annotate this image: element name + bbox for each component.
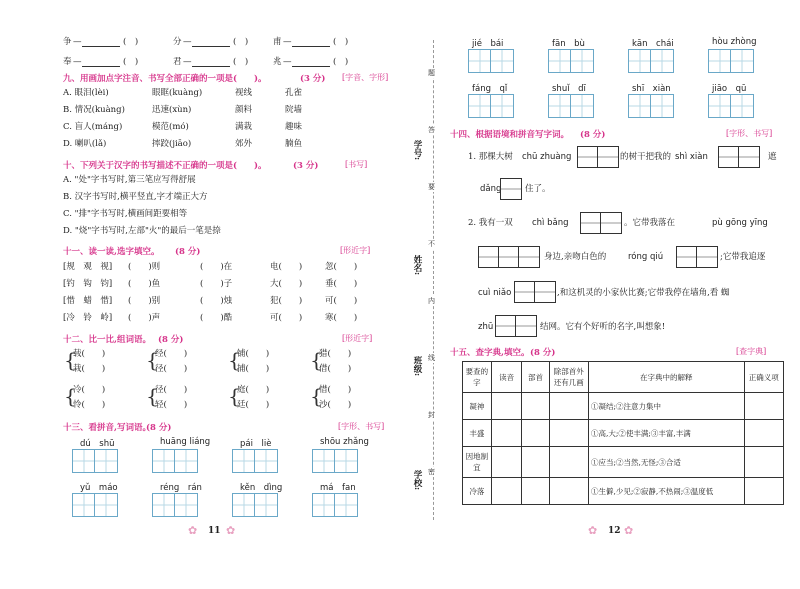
cut-line-char: 要 [428,183,435,191]
pinyin-prompt: pù gōng yīng [712,218,768,228]
answer-cell[interactable] [491,478,522,505]
lookup-word: 冷落 [463,478,492,505]
lookup-word: 丰盛 [463,420,492,447]
writing-cell [601,213,621,233]
q12-word: 铺( ) [237,349,270,359]
q11-tag: [形近字] [340,246,371,255]
char-prompt: 争 [63,37,72,47]
q14-tag: [字形、书写] [726,129,773,138]
writing-cell [479,247,499,267]
writing-grid[interactable] [312,449,358,473]
school-label: 学校: [412,470,422,491]
q11-blank-word: ( )在 [200,262,233,272]
q9-option-word: 院墙 [285,105,303,115]
writing-grid[interactable] [232,449,278,473]
writing-grid[interactable] [152,493,198,517]
column-header: 部首 [522,362,549,393]
q15-tag: [查字典] [736,347,767,356]
q11-blank-word: 电( ) [270,262,303,272]
pinyin-prompt: kān chái [632,39,674,49]
writing-cell [677,247,697,267]
q11-blank-word: 忽( ) [325,262,358,272]
q13-points: (8 分) [146,423,172,433]
q9-option-word: D. 喇叭(lǎ) [63,139,107,149]
writing-cell [519,247,539,267]
char-prompt: 奉 [63,57,72,67]
pinyin-prompt: chì bǎng [532,218,569,228]
writing-cell [255,494,277,516]
palm-icon: ✿ [188,524,198,537]
writing-cell [233,450,255,472]
q12-word: 惜( ) [319,385,352,395]
q10-option: B. 汉字书写时,横平竖直,字才端正大方 [63,192,208,202]
q11-options: [钓 钩 钧] [63,279,113,289]
sentence-text: 的树干把我的 [620,152,672,162]
writing-grid[interactable] [152,449,198,473]
answer-cell[interactable] [491,447,522,478]
brace: { [146,384,159,408]
answer-cell[interactable] [744,478,784,505]
pinyin-prompt: shuǐ dī [552,84,586,94]
writing-cell [515,282,535,302]
writing-cell [73,450,95,472]
writing-cell [469,50,491,72]
pinyin-prompt: chū zhuàng [522,152,572,162]
char-prompt: 兆 [273,57,282,67]
dictionary-meanings: ①凝结;②注意力集中 [588,393,744,420]
table-row [463,447,784,478]
dash: — [283,37,292,47]
writing-cell [233,494,255,516]
sentence-text: 2. 我有一双 [468,218,513,228]
answer-grid[interactable] [676,246,718,268]
q11-blank-word: 可( ) [270,313,303,323]
q12-word: 轻( ) [155,400,188,410]
answer-blank[interactable] [192,58,230,67]
q12-word: 栽( ) [73,364,106,374]
cut-line-char: 不 [428,240,435,248]
writing-grid[interactable] [628,49,674,73]
column-header: 要查的字 [463,362,492,393]
q11-options: [惜 蜡 惜] [63,296,113,306]
pinyin-prompt: réng rán [160,483,202,493]
q11-blank-word: ( )则 [128,262,161,272]
answer-grid[interactable] [580,212,622,234]
writing-cell [629,50,651,72]
answer-grid[interactable] [514,281,556,303]
char-prompt: 君 [173,57,182,67]
pinyin-prompt: má fan [320,483,356,493]
writing-cell [581,213,601,233]
writing-cell [709,50,731,72]
q9-points: (3 分) [300,74,326,84]
writing-cell [175,494,197,516]
writing-grid[interactable] [708,94,754,118]
cut-line-char: 封 [428,411,435,419]
q9-option-word: 眼眶(kuàng) [152,88,203,98]
q9-option-word: C. 盲人(máng) [63,122,123,132]
sentence-text: ;它带我追逐 [720,252,766,262]
writing-cell [335,494,357,516]
answer-cell[interactable] [549,420,588,447]
lookup-word: 因地制宜 [463,447,492,478]
writing-grid[interactable] [468,94,514,118]
writing-cell [731,50,753,72]
writing-cell [598,147,618,167]
dash: — [183,37,192,47]
table-row [463,478,784,505]
table-header-row [463,362,784,393]
q11-blank-word: ( )烛 [200,296,233,306]
answer-grid[interactable] [500,178,522,200]
sentence-text: 结网。它有个好听的名字,叫想象! [540,322,666,332]
answer-blank[interactable] [82,38,120,47]
writing-cell [153,450,175,472]
q12-word: 冷( ) [73,385,106,395]
q12-word: 庭( ) [237,385,270,395]
q12-word: 径( ) [155,364,188,374]
cut-line-char: 答 [428,126,435,134]
answer-cell[interactable] [549,447,588,478]
answer-grid[interactable] [718,146,760,168]
writing-cell [469,95,491,117]
writing-cell [651,50,673,72]
column-header: 读音 [491,362,522,393]
writing-cell [153,494,175,516]
palm-icon: ✿ [624,524,634,537]
q12-points: (8 分) [158,335,184,345]
pinyin-prompt: yǔ máo [80,483,118,493]
q9-option-word: 迅速(xùn) [152,105,192,115]
writing-cell [571,50,593,72]
q9-tag: [字音、字形] [342,73,389,82]
answer-cell[interactable] [744,393,784,420]
writing-cell [491,95,513,117]
q12-word: 经( ) [155,349,188,359]
palm-icon: ✿ [226,524,236,537]
writing-grid[interactable] [548,94,594,118]
q9-option-word: 郊外 [235,139,253,149]
q10-option: C. "排"字书写时,横画间距要相等 [63,209,188,219]
writing-cell [549,50,571,72]
writing-cell [255,450,277,472]
pinyin-prompt: cuì niǎo [478,288,512,298]
q9-option-word: B. 情况(kuàng) [63,105,125,115]
q9-option-word: 腩鱼 [285,139,303,149]
paren: ( ) [233,37,249,47]
writing-grid[interactable] [628,94,674,118]
q12-word: 廷( ) [237,400,270,410]
pinyin-prompt: shì xiàn [675,152,708,162]
answer-cell[interactable] [522,420,549,447]
q11-blank-word: ( )酷 [200,313,233,323]
column-header: 正确义项 [744,362,784,393]
brace: { [64,348,77,372]
writing-cell [549,95,571,117]
answer-cell[interactable] [744,447,784,478]
q15-points: (8 分) [530,348,556,358]
q11-title: 十一、读一读,选字填空。 [63,247,160,257]
q12-tag: [形近字] [342,334,373,343]
q12-word: 沙( ) [319,400,352,410]
paren: ( ) [333,57,349,67]
student-id-label: 学号: [412,140,422,161]
pinyin-prompt: huāng liáng [160,437,211,447]
brace: { [310,348,323,372]
q11-blank-word: 垂( ) [325,279,358,289]
writing-cell [709,95,731,117]
q9-option-word: A. 眼泪(lèi) [63,88,109,98]
writing-cell [175,450,197,472]
answer-cell[interactable] [522,393,549,420]
dash: — [283,57,292,67]
q9-option-word: 孔雀 [285,88,303,98]
writing-cell [629,95,651,117]
table-row [463,393,784,420]
q9-option-word: 颜料 [235,105,253,115]
writing-cell [719,147,739,167]
answer-cell[interactable] [549,478,588,505]
writing-grid[interactable] [232,493,278,517]
answer-cell[interactable] [522,478,549,505]
brace: { [146,348,159,372]
dictionary-meanings: ①生僻,少见;②寂静,不热闹;③温度低 [588,478,744,505]
q9-option-word: 摔跤(jiāo) [152,139,192,149]
brace: { [310,384,323,408]
pinyin-prompt: kěn dìng [240,483,283,493]
writing-cell [571,95,593,117]
dash: — [183,57,192,67]
q9-option-word: 趣味 [285,122,303,132]
pinyin-prompt: róng qiú [628,252,664,262]
pinyin-prompt: jiāo qū [712,84,747,94]
cut-line-char: 线 [428,354,435,362]
writing-cell [95,494,117,516]
paren: ( ) [233,57,249,67]
dictionary-table [462,361,784,505]
sentence-text: ,和这机灵的小家伙比赛;它带我停在墙角,看 蜘 [557,288,730,298]
column-header: 除部首外还有几画 [549,362,588,393]
q11-blank-word: ( )子 [200,279,233,289]
q10-points: (3 分) [293,161,319,171]
writing-cell [73,494,95,516]
answer-blank[interactable] [292,38,330,47]
q9-title: 九、用画加点字注音、书写全部正确的一项是( )。 [63,74,267,84]
writing-cell [491,50,513,72]
answer-cell[interactable] [491,393,522,420]
q11-blank-word: 大( ) [270,279,303,289]
writing-cell [651,95,673,117]
dictionary-meanings: ①高,大;②使丰满;③丰富,丰满 [588,420,744,447]
pinyin-prompt: shī xiàn [632,84,671,94]
q10-title: 十、下列关于汉字的书写描述不正确的一项是( )。 [63,161,267,171]
answer-grid[interactable] [577,146,619,168]
pinyin-prompt: pái liè [240,439,272,449]
sentence-text: 。它带我落在 [624,218,676,228]
sentence-text: 1. 那棵大树 [468,152,513,162]
answer-blank[interactable] [82,58,120,67]
writing-cell [739,147,759,167]
q11-points: (8 分) [175,247,201,257]
char-prompt: 甫 [273,37,282,47]
writing-grid[interactable] [548,49,594,73]
writing-cell [496,316,516,336]
writing-grid[interactable] [72,493,118,517]
pinyin-prompt: shōu zhǎng [320,437,369,447]
dash: — [73,37,82,47]
pinyin-prompt: dú shū [80,439,115,449]
writing-grid[interactable] [72,449,118,473]
char-prompt: 分 [173,37,182,47]
table-row [463,420,784,447]
q9-option-word: 模范(mó) [152,122,189,132]
paren: ( ) [123,57,139,67]
pinyin-prompt: hòu zhòng [712,37,757,47]
brace: { [228,384,241,408]
q9-option-word: 满栽 [235,122,253,132]
q12-word: 径( ) [155,385,188,395]
q14-points: (8 分) [580,130,606,140]
q11-options: [规 观 视] [63,262,113,272]
q14-title: 十四、根据语境和拼音写字词。 [450,130,570,140]
writing-cell [499,247,519,267]
answer-grid[interactable] [495,315,537,337]
answer-blank[interactable] [192,38,230,47]
paren: ( ) [123,37,139,47]
q11-blank-word: 寒( ) [325,313,358,323]
q9-option-word: 视线 [235,88,253,98]
writing-cell [731,95,753,117]
answer-cell[interactable] [491,420,522,447]
writing-cell [697,247,717,267]
q11-blank-word: ( )别 [128,296,161,306]
q13-tag: [字形、书写] [338,422,385,431]
cut-line [433,40,434,520]
q12-word: 捕( ) [237,364,270,374]
pinyin-prompt: fáng qǐ [472,84,508,94]
q11-blank-word: 犯( ) [270,296,303,306]
name-label: 姓名: [412,255,422,276]
cut-line-char: 内 [428,297,435,305]
brace: { [64,384,77,408]
pinyin-prompt: jié bái [472,39,504,49]
writing-grid[interactable] [468,49,514,73]
paren: ( ) [333,37,349,47]
writing-cell [335,450,357,472]
dash: — [73,57,82,67]
lookup-word: 凝神 [463,393,492,420]
writing-cell [578,147,598,167]
writing-grid[interactable] [312,493,358,517]
page-number: 11 [208,526,221,536]
answer-cell[interactable] [744,420,784,447]
q11-blank-word: ( )声 [128,313,161,323]
page-number: 12 [608,526,621,536]
cut-line-char: 题 [428,69,435,77]
column-header: 在字典中的解释 [588,362,744,393]
writing-grid[interactable] [708,49,754,73]
q12-word: 借( ) [319,364,352,374]
q12-word: 载( ) [73,349,106,359]
sentence-text: 遮 [768,152,777,162]
pinyin-prompt: zhū [478,322,494,332]
pinyin-prompt: fān bù [552,39,585,49]
dictionary-meanings: ①应当;②当然,无怪;③合适 [588,447,744,478]
q11-blank-word: ( )鱼 [128,279,161,289]
q12-title: 十二、比一比,组词语。 [63,335,151,345]
answer-cell[interactable] [522,447,549,478]
writing-cell [95,450,117,472]
q10-option: A. "处"字书写时,第三笔应写得舒展 [63,175,196,185]
answer-cell[interactable] [549,393,588,420]
class-label: 班级: [412,356,422,377]
sentence-text: 身边,亲吻白色的 [544,252,607,262]
palm-icon: ✿ [588,524,598,537]
pinyin-prompt: dǎng [480,184,502,194]
cut-line-char: 密 [428,468,435,476]
brace: { [228,348,241,372]
q10-tag: [书写] [345,160,368,169]
q13-title: 十三、看拼音,写词语。 [63,423,151,433]
sentence-text: 住了。 [525,184,551,194]
writing-cell [313,450,335,472]
q15-title: 十五、查字典,填空。 [450,348,530,358]
writing-cell [501,179,521,199]
q11-options: [冷 铃 岭] [63,313,113,323]
q11-blank-word: 可( ) [325,296,358,306]
writing-cell [516,316,536,336]
writing-cell [313,494,335,516]
q12-word: 猎( ) [319,349,352,359]
q12-word: 怜( ) [73,400,106,410]
answer-grid[interactable] [478,246,540,268]
q10-option: D. "烧"字书写时,左部"火"的最后一笔是捺 [63,226,221,236]
answer-blank[interactable] [292,58,330,67]
writing-cell [535,282,555,302]
